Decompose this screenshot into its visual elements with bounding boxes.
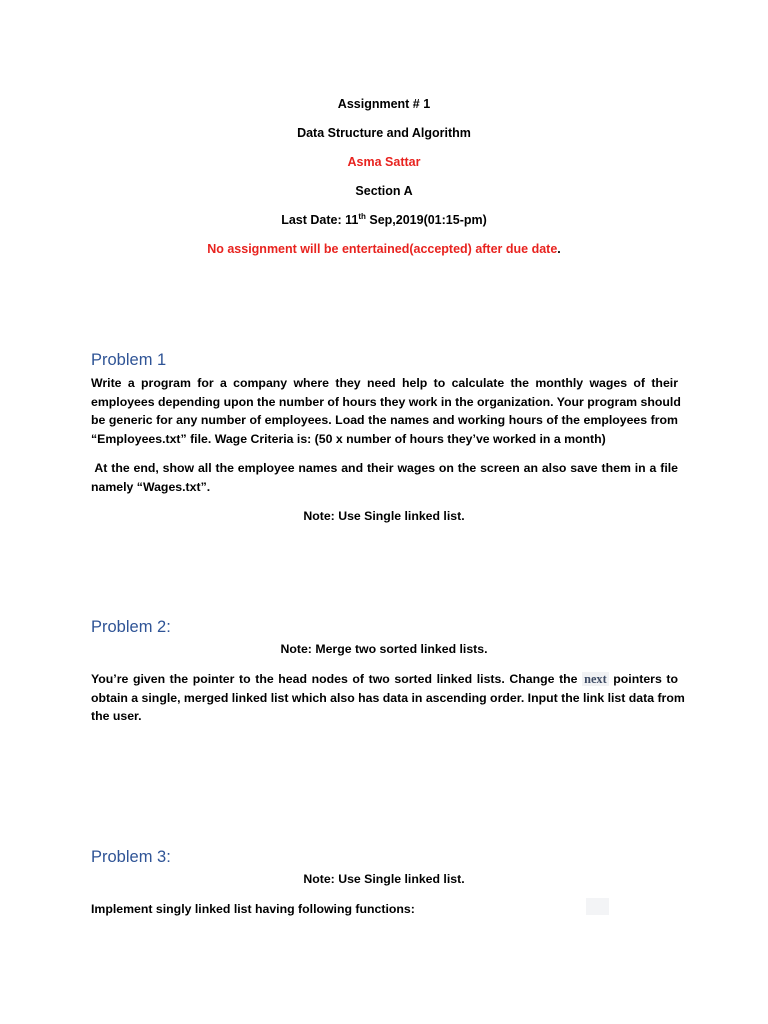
late-warning-text: No assignment will be entertained(accepted) after due date xyxy=(207,242,558,256)
assignment-title: Assignment # 1 xyxy=(337,97,431,111)
section-label: Section A xyxy=(355,184,413,198)
last-date-superscript: th xyxy=(358,211,366,221)
paragraph-line xyxy=(91,670,678,689)
line-text: You’re given the pointer to the head nodes of two sorted linked lists. Change the xyxy=(91,672,583,686)
paragraph-line: Implement singly linked list having following functions: xyxy=(91,902,415,916)
line-text: pointers to xyxy=(608,672,679,686)
late-warning-period: . xyxy=(557,242,561,256)
code-next: next xyxy=(584,672,607,686)
late-warning xyxy=(0,241,768,257)
paragraph-line: be generic for any number of employees. Load the names and working hours of the employees from xyxy=(91,413,678,427)
problem-1-paragraph-1 xyxy=(91,374,681,448)
problem-1-heading: Problem 1 xyxy=(91,351,167,369)
blank-placeholder xyxy=(586,898,609,915)
instructor-name: Asma Sattar xyxy=(347,155,421,169)
paragraph-line: Write a program for a company where they need help to calculate the monthly wages of their xyxy=(91,376,678,390)
last-date-prefix: Last Date: 11 xyxy=(281,213,359,227)
last-date xyxy=(0,212,768,228)
course-title: Data Structure and Algorithm xyxy=(297,126,471,140)
problem-2-note: Note: Merge two sorted linked lists. xyxy=(280,642,488,656)
paragraph-line: At the end, show all the employee names and their wages on the screen an also save them in a file xyxy=(91,461,678,475)
problem-1-paragraph-2 xyxy=(91,459,678,496)
paragraph-line: obtain a single, merged linked list which also has data in ascending order. Input the link list data from xyxy=(91,690,685,705)
last-date-suffix: Sep,2019(01:15-pm) xyxy=(365,213,487,227)
paragraph-line: “Employees.txt” file. Wage Criteria is: (50 x number of hours they’ve worked in a month) xyxy=(91,431,606,446)
problem-2-paragraph xyxy=(91,670,685,726)
problem-3-note: Note: Use Single linked list. xyxy=(303,872,465,886)
paragraph-line: the user. xyxy=(91,709,142,723)
paragraph-line: namely “Wages.txt”. xyxy=(91,479,211,494)
problem-3-heading: Problem 3: xyxy=(91,848,171,866)
problem-2-heading: Problem 2: xyxy=(91,618,171,636)
paragraph-line: employees depending upon the number of hours they work in the organization. Your program should xyxy=(91,394,681,409)
problem-1-note: Note: Use Single linked list. xyxy=(303,509,465,523)
